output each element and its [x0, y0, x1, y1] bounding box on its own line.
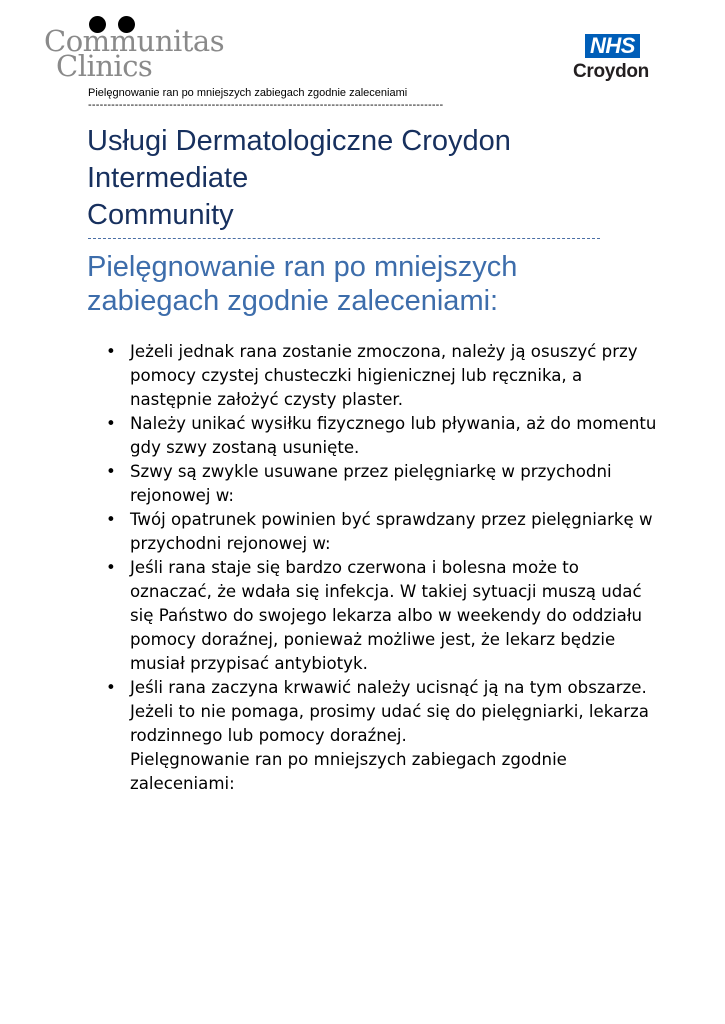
list-item-text: Jeśli rana zaczyna krwawić należy ucisnąć ją na tym obszarze. Jeżeli to nie pomaga, prosimy udać się do pielęgniarki, lekarza rodzinnego lub pomocy doraźnej. — [130, 678, 649, 745]
list-item: • Szwy są zwykle usuwane przez pielęgniarkę w przychodni rejonowej w: — [106, 460, 666, 508]
heading-line: zabiegach zgodnie zaleceniami: — [87, 285, 499, 317]
list-item: • Jeśli rana staje się bardzo czerwona i bolesna może to oznaczać, że wdała się infekcja. W takiej sytuacji muszą udać się Państwo do swojego lekarza albo w weekendy do oddziału pomocy doraźnej, ponieważ możliwe jest, że lekarz będzie musiał przypisać antybiotyk. — [106, 556, 666, 676]
list-item: • Jeżeli jednak rana zostanie zmoczona, należy ją osuszyć przy pomocy czystej chusteczki higienicznej lub ręcznika, a następnie założyć czysty plaster. — [106, 340, 666, 412]
title-line: Intermediate — [87, 162, 249, 194]
title-line: Usługi Dermatologiczne Croydon — [87, 125, 511, 157]
header-separator: -------------------------------------------------------------------------------------------- — [88, 99, 444, 111]
communitas-clinics-logo — [44, 16, 244, 83]
list-item: • Twój opatrunek powinien być sprawdzany przez pielęgniarkę w przychodni rejonowej w: — [106, 508, 666, 556]
logo-text-line1: Communitas — [44, 24, 225, 58]
list-item-tail: Pielęgnowanie ran po mniejszych zabiegach zgodnie zaleceniami: — [130, 750, 567, 793]
heading-line: Pielęgnowanie ran po mniejszych — [87, 251, 518, 283]
section-heading — [87, 250, 517, 318]
nhs-badge: NHS — [585, 34, 640, 58]
title-divider — [88, 238, 600, 239]
list-item — [106, 676, 666, 796]
instructions-list — [106, 340, 666, 796]
logo-text-line2: Clinics — [56, 49, 153, 83]
nhs-place-name: Croydon — [572, 61, 649, 82]
title-line: Community — [87, 199, 234, 231]
list-item: • Należy unikać wysiłku fizycznego lub pływania, aż do momentu gdy szwy zostaną usunięte. — [106, 412, 666, 460]
running-header: Pielęgnowanie ran po mniejszych zabiegach zgodnie zaleceniami — [88, 87, 408, 99]
nhs-croydon-logo — [565, 34, 649, 83]
page-title — [87, 123, 511, 234]
